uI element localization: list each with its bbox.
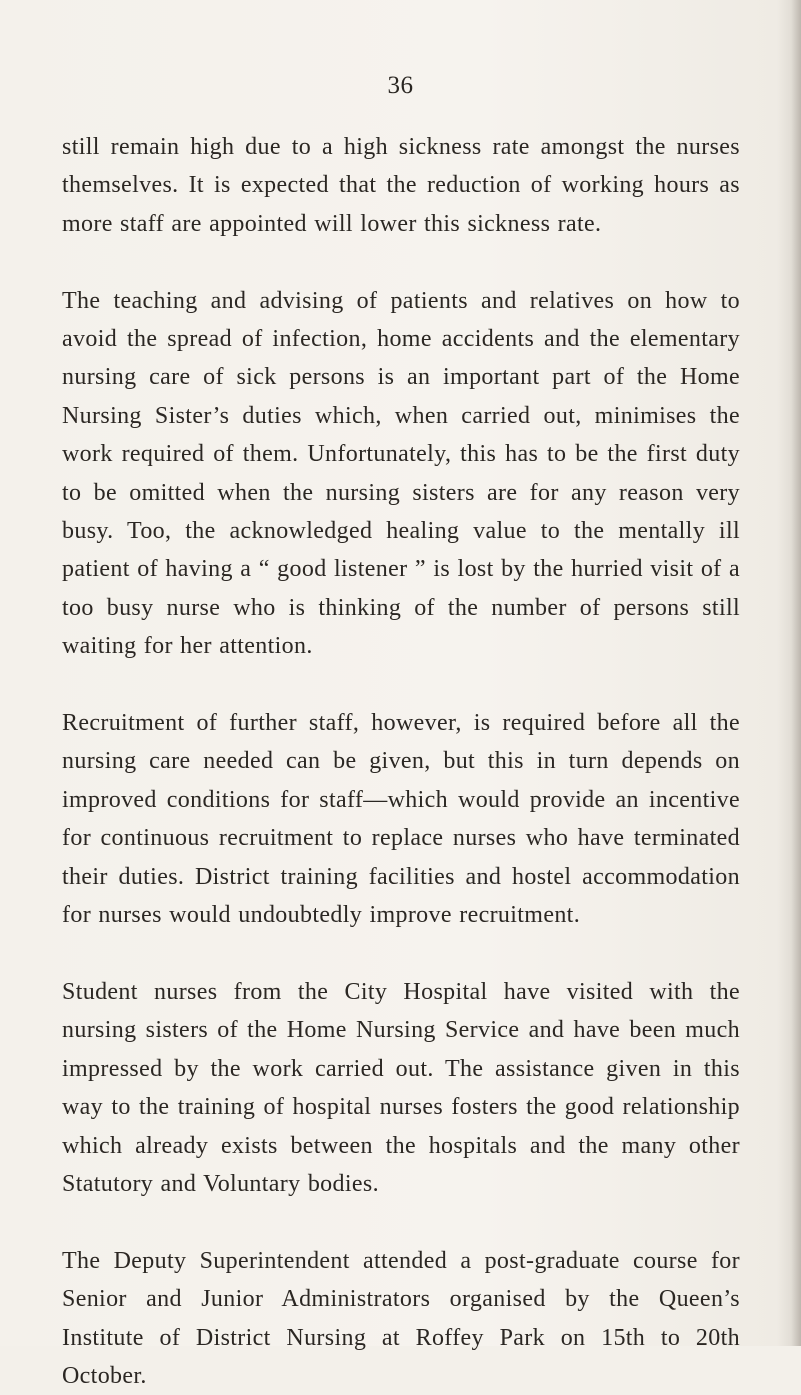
body-text: [62, 128, 740, 1395]
paragraph-deputy-superintendent: The Deputy Superintendent attended a post-graduate course for Senior and Junior Administrators organised by the Queen’s Institute of District Nursing at Roffey Park on 15th to 20th October.: [62, 1247, 740, 1389]
paragraph-sickness-rate: still remain high due to a high sickness rate amongst the nurses themselves. It is expected that the reduction of working hours as more staff are appointed will lower this sickness rate.: [62, 134, 740, 237]
page-number: 36: [387, 72, 414, 99]
paragraph-recruitment: Recruitment of further staff, however, is required before all the nursing care needed can be given, but this in turn depends on improved conditions for staff—which would provide an incentive for continuous recruitment to replace nurses who have terminated their duties. District training facilities and hostel accommodation for nurses would undoubtedly improve recruitment.: [62, 710, 740, 929]
paragraph-teaching-advising: The teaching and advising of patients and relatives on how to avoid the spread of infection, home accidents and the elementary nursing care of sick persons is an important part of the Home Nursing Sister’s duties which, when carried out, minimises the work required of them. Unfortunately, this has to be the first duty to be omitted when the nursing sisters are for any reason very busy. Too, the acknowledged healing value to the mentally ill patient of having a “ good listener ” is lost by the hurried visit of a too busy nurse who is thinking of the number of persons still waiting for her attention.: [62, 287, 740, 660]
page-edge-shadow: [791, 0, 801, 1346]
paragraph-student-nurses: Student nurses from the City Hospital have visited with the nursing sisters of the Home Nursing Service and have been much impressed by the work carried out. The assistance given in this way to the training of hospital nurses fosters the good relationship which already exists between the hospitals and the many other Statutory and Voluntary bodies.: [62, 978, 740, 1197]
